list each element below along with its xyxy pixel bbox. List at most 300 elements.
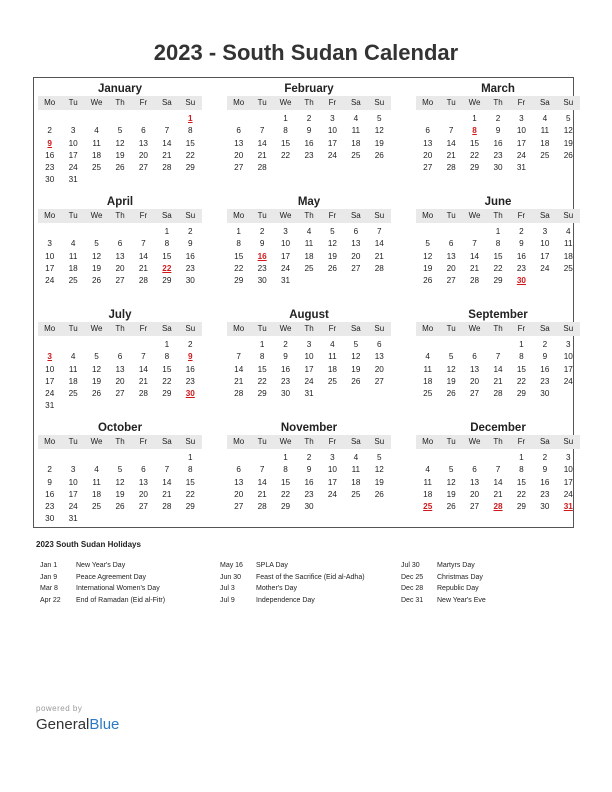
- day-cell: 23: [304, 489, 314, 499]
- weekday-label: Fr: [517, 324, 526, 333]
- weekday-header: [227, 322, 391, 336]
- holiday-item: [220, 595, 365, 607]
- day-cell: 14: [162, 138, 172, 148]
- day-cell: 25: [563, 263, 573, 273]
- day-cell: 1: [236, 227, 241, 236]
- day-cell: 19: [92, 263, 102, 273]
- day-cell: 31: [281, 276, 291, 286]
- day-cell: 27: [234, 163, 244, 173]
- day-cell: 24: [304, 376, 314, 386]
- day-cell: 24: [516, 150, 526, 160]
- empty-cell: [416, 339, 439, 351]
- weekday-label: Mo: [233, 211, 245, 220]
- empty-cell: [38, 339, 61, 351]
- empty-cell: [416, 452, 439, 464]
- weekday-label: Su: [563, 437, 574, 446]
- day-cell: 3: [330, 114, 335, 123]
- day-cell: 7: [377, 227, 382, 236]
- day-cell: 18: [423, 489, 433, 499]
- weekday-label: Th: [304, 98, 314, 107]
- day-cell: 22: [516, 376, 526, 386]
- day-cell: 5: [377, 453, 382, 462]
- day-grid: [38, 113, 202, 187]
- weekday-label: Mo: [233, 437, 245, 446]
- day-cell: 28: [162, 502, 172, 512]
- day-cell: 9: [542, 465, 548, 475]
- weekday-label: We: [279, 324, 292, 333]
- holiday-name: Peace Agreement Day: [76, 573, 147, 581]
- weekday-label: We: [279, 211, 292, 220]
- empty-cell: [486, 339, 509, 351]
- day-cell: 18: [351, 138, 361, 148]
- day-cell: 14: [234, 364, 244, 374]
- day-cell: 24: [540, 263, 550, 273]
- day-cell: 5: [425, 239, 430, 249]
- holiday-day-cell: 16: [257, 251, 267, 261]
- day-cell: 12: [563, 126, 573, 136]
- day-cell: 15: [493, 251, 503, 261]
- empty-cell: [132, 452, 155, 464]
- day-cell: 18: [423, 376, 433, 386]
- day-cell: 1: [519, 340, 524, 349]
- empty-cell: [463, 452, 486, 464]
- day-cell: 10: [516, 126, 526, 136]
- weekday-label: Mo: [44, 98, 56, 107]
- day-cell: 7: [495, 465, 501, 475]
- day-cell: 31: [68, 175, 78, 185]
- weekday-label: Mo: [44, 437, 56, 446]
- day-cell: 3: [330, 453, 335, 462]
- weekday-label: Th: [493, 324, 503, 333]
- holiday-name: Independence Day: [256, 596, 315, 604]
- day-cell: 11: [92, 477, 101, 487]
- day-cell: 4: [94, 465, 99, 475]
- day-cell: 31: [68, 514, 78, 524]
- day-cell: 2: [306, 114, 312, 123]
- day-cell: 2: [188, 227, 193, 236]
- day-cell: 30: [281, 389, 291, 399]
- day-cell: 26: [327, 263, 337, 273]
- day-cell: 9: [495, 126, 501, 136]
- day-cell: 7: [259, 465, 265, 475]
- day-cell: 9: [306, 465, 312, 475]
- weekday-label: Fr: [517, 98, 526, 107]
- day-cell: 6: [353, 227, 359, 236]
- day-cell: 6: [236, 465, 241, 475]
- day-cell: 22: [516, 489, 526, 499]
- day-cell: 26: [115, 163, 125, 173]
- day-cell: 29: [162, 389, 172, 399]
- day-cell: 13: [470, 477, 480, 487]
- empty-cell: [61, 452, 84, 464]
- holiday-name: New Year's Eve: [437, 596, 486, 604]
- weekday-label: Mo: [233, 98, 245, 107]
- holiday-date: Jan 1: [40, 562, 58, 569]
- weekday-label: Mo: [44, 324, 56, 333]
- empty-cell: [155, 113, 178, 125]
- day-cell: 31: [516, 163, 526, 173]
- day-cell: 10: [68, 477, 78, 487]
- holiday-day-cell: 8: [472, 126, 477, 136]
- day-cell: 1: [164, 340, 170, 349]
- holidays-title: 2023 South Sudan Holidays: [36, 540, 141, 549]
- day-cell: 13: [234, 477, 244, 487]
- day-cell: 11: [68, 251, 78, 261]
- day-cell: 9: [283, 352, 288, 362]
- day-cell: 11: [540, 126, 550, 136]
- weekday-label: We: [468, 211, 481, 220]
- brand-general: General: [36, 716, 90, 733]
- day-cell: 12: [351, 352, 361, 362]
- holiday-item: [220, 572, 365, 584]
- weekday-label: Su: [374, 324, 385, 333]
- day-cell: 14: [446, 138, 456, 148]
- day-cell: 3: [306, 340, 312, 349]
- day-cell: 29: [185, 502, 195, 512]
- day-cell: 22: [185, 489, 195, 499]
- day-cell: 18: [68, 376, 78, 386]
- empty-cell: [61, 339, 84, 351]
- day-cell: 7: [448, 126, 454, 136]
- day-cell: 28: [446, 163, 456, 173]
- day-cell: 11: [351, 465, 361, 475]
- day-cell: 23: [185, 376, 195, 386]
- day-cell: 7: [164, 126, 170, 136]
- day-cell: 18: [540, 138, 550, 148]
- weekday-label: We: [468, 98, 481, 107]
- day-cell: 19: [374, 138, 384, 148]
- day-cell: 21: [470, 263, 480, 273]
- day-cell: 30: [185, 276, 195, 286]
- weekday-label: Tu: [257, 437, 267, 446]
- day-cell: 26: [115, 502, 125, 512]
- day-cell: 2: [47, 126, 52, 136]
- day-cell: 6: [448, 239, 454, 249]
- day-cell: 20: [351, 251, 361, 261]
- day-cell: 19: [92, 376, 102, 386]
- weekday-label: Th: [493, 98, 503, 107]
- weekday-label: We: [90, 437, 103, 446]
- holiday-day-cell: 9: [188, 352, 193, 362]
- day-cell: 14: [493, 364, 503, 374]
- month-june: [416, 195, 580, 287]
- weekday-label: Sa: [161, 98, 172, 107]
- day-cell: 4: [425, 352, 430, 362]
- day-grid: [227, 226, 391, 287]
- day-grid: [227, 339, 391, 400]
- empty-cell: [61, 226, 84, 238]
- day-cell: 8: [283, 126, 288, 136]
- day-cell: 19: [115, 489, 125, 499]
- holiday-item: [220, 560, 365, 572]
- day-cell: 3: [283, 227, 288, 236]
- empty-cell: [132, 339, 155, 351]
- empty-cell: [463, 226, 486, 238]
- day-cell: 22: [281, 150, 291, 160]
- day-cell: 25: [92, 502, 102, 512]
- day-cell: 9: [519, 239, 524, 249]
- day-cell: 25: [68, 276, 78, 286]
- weekday-header: [38, 209, 202, 223]
- empty-cell: [416, 113, 439, 125]
- day-cell: 20: [446, 263, 456, 273]
- day-cell: 28: [138, 276, 148, 286]
- month-may: [227, 195, 391, 287]
- empty-cell: [108, 452, 131, 464]
- day-cell: 8: [259, 352, 265, 362]
- empty-cell: [132, 113, 155, 125]
- day-cell: 19: [563, 138, 573, 148]
- weekday-label: Sa: [539, 437, 550, 446]
- day-cell: 6: [425, 126, 430, 136]
- day-cell: 23: [185, 263, 195, 273]
- day-cell: 25: [423, 389, 433, 399]
- weekday-label: Su: [563, 324, 574, 333]
- day-cell: 19: [446, 489, 456, 499]
- day-cell: 20: [234, 489, 244, 499]
- day-cell: 31: [304, 389, 314, 399]
- empty-cell: [486, 452, 509, 464]
- holiday-list-column: [401, 560, 486, 606]
- day-grid: [416, 226, 580, 287]
- empty-cell: [250, 113, 273, 125]
- day-cell: 15: [516, 477, 526, 487]
- day-cell: 20: [423, 150, 433, 160]
- day-cell: 23: [304, 150, 314, 160]
- weekday-label: Th: [115, 437, 125, 446]
- month-august: [227, 308, 391, 400]
- day-cell: 15: [162, 251, 172, 261]
- day-cell: 19: [446, 376, 456, 386]
- holiday-name: New Year's Day: [76, 562, 126, 569]
- weekday-label: Sa: [161, 211, 172, 220]
- day-cell: 8: [188, 126, 193, 136]
- day-cell: 7: [141, 352, 146, 362]
- day-cell: 13: [423, 138, 433, 148]
- holiday-day-cell: 1: [188, 114, 193, 123]
- day-cell: 26: [92, 389, 102, 399]
- day-cell: 14: [162, 477, 172, 487]
- day-cell: 4: [70, 239, 76, 249]
- day-cell: 5: [330, 227, 335, 236]
- day-cell: 19: [423, 263, 433, 273]
- day-cell: 16: [45, 150, 55, 160]
- day-cell: 8: [164, 352, 170, 362]
- holiday-name: Republic Day: [437, 585, 479, 592]
- day-cell: 28: [493, 389, 503, 399]
- weekday-label: Mo: [422, 437, 434, 446]
- weekday-label: Tu: [446, 437, 456, 446]
- weekday-header: [227, 435, 391, 449]
- month-january: [38, 82, 202, 187]
- day-cell: 20: [470, 489, 480, 499]
- weekday-label: Su: [374, 98, 385, 107]
- weekday-label: Th: [304, 324, 314, 333]
- holiday-item: [401, 583, 486, 595]
- day-cell: 1: [495, 227, 501, 236]
- day-cell: 6: [141, 465, 146, 475]
- weekday-label: Sa: [539, 324, 550, 333]
- empty-cell: [439, 452, 462, 464]
- day-cell: 9: [188, 239, 193, 249]
- month-october: [38, 421, 202, 526]
- day-cell: 20: [374, 364, 384, 374]
- day-cell: 17: [68, 150, 78, 160]
- weekday-label: Su: [185, 324, 196, 333]
- day-cell: 18: [92, 489, 102, 499]
- day-cell: 5: [566, 114, 571, 123]
- weekday-label: Su: [374, 211, 385, 220]
- weekday-label: Sa: [350, 98, 361, 107]
- day-cell: 5: [117, 126, 123, 136]
- day-cell: 6: [236, 126, 241, 136]
- day-cell: 2: [542, 453, 548, 462]
- day-cell: 6: [472, 352, 477, 362]
- day-cell: 13: [115, 364, 125, 374]
- weekday-label: Sa: [350, 437, 361, 446]
- weekday-label: Mo: [44, 211, 56, 220]
- day-cell: 6: [117, 352, 123, 362]
- day-cell: 26: [446, 502, 456, 512]
- day-cell: 26: [92, 276, 102, 286]
- day-grid: [416, 339, 580, 400]
- day-cell: 3: [47, 239, 52, 249]
- day-cell: 11: [423, 364, 432, 374]
- day-cell: 9: [542, 352, 548, 362]
- month-name: September: [468, 309, 528, 321]
- day-cell: 24: [563, 489, 573, 499]
- day-cell: 30: [493, 163, 503, 173]
- holiday-day-cell: 28: [493, 502, 503, 512]
- day-cell: 16: [185, 251, 195, 261]
- day-cell: 6: [472, 465, 477, 475]
- day-cell: 2: [188, 340, 193, 349]
- day-cell: 12: [374, 465, 384, 475]
- day-cell: 5: [117, 465, 123, 475]
- day-cell: 23: [540, 376, 550, 386]
- weekday-label: Tu: [446, 211, 456, 220]
- day-cell: 16: [304, 138, 314, 148]
- day-cell: 13: [470, 364, 480, 374]
- day-cell: 6: [141, 126, 146, 136]
- day-cell: 13: [374, 352, 384, 362]
- day-cell: 4: [94, 126, 99, 136]
- day-cell: 15: [257, 364, 267, 374]
- day-cell: 27: [423, 163, 433, 173]
- day-cell: 13: [138, 138, 148, 148]
- weekday-header: [38, 96, 202, 110]
- day-cell: 15: [185, 477, 195, 487]
- day-cell: 4: [353, 453, 359, 462]
- day-cell: 17: [563, 364, 573, 374]
- day-cell: 13: [234, 138, 244, 148]
- day-cell: 21: [138, 263, 148, 273]
- day-cell: 30: [540, 502, 550, 512]
- month-february: [227, 82, 391, 174]
- day-cell: 13: [351, 239, 361, 249]
- day-cell: 28: [234, 389, 244, 399]
- day-cell: 12: [92, 251, 102, 261]
- weekday-label: Mo: [233, 324, 245, 333]
- day-cell: 16: [281, 364, 291, 374]
- day-grid: [416, 452, 580, 513]
- holiday-name: International Women's Day: [76, 585, 160, 592]
- holiday-date: Jul 9: [220, 596, 235, 604]
- day-cell: 14: [138, 251, 148, 261]
- weekday-label: Tu: [68, 437, 78, 446]
- month-november: [227, 421, 391, 513]
- day-cell: 27: [234, 502, 244, 512]
- weekday-label: Sa: [539, 211, 550, 220]
- day-cell: 8: [188, 465, 193, 475]
- weekday-label: Th: [493, 211, 503, 220]
- day-cell: 11: [564, 239, 573, 249]
- weekday-label: Sa: [161, 324, 172, 333]
- day-cell: 8: [495, 239, 501, 249]
- day-cell: 25: [351, 150, 361, 160]
- day-cell: 12: [115, 138, 125, 148]
- day-cell: 9: [306, 126, 312, 136]
- day-cell: 30: [304, 502, 314, 512]
- day-cell: 8: [283, 465, 288, 475]
- day-cell: 26: [446, 389, 456, 399]
- day-cell: 1: [283, 114, 288, 123]
- day-cell: 23: [493, 150, 503, 160]
- day-cell: 29: [257, 389, 267, 399]
- day-cell: 5: [448, 465, 454, 475]
- day-cell: 7: [236, 352, 241, 362]
- day-cell: 2: [542, 340, 548, 349]
- day-cell: 11: [68, 364, 78, 374]
- day-cell: 24: [327, 489, 337, 499]
- day-cell: 25: [68, 389, 78, 399]
- day-cell: 6: [117, 239, 123, 249]
- day-cell: 30: [45, 175, 55, 185]
- day-cell: 17: [516, 138, 526, 148]
- weekday-label: Su: [563, 211, 574, 220]
- day-cell: 16: [516, 251, 526, 261]
- powered-by-text: powered by: [36, 704, 83, 713]
- day-cell: 24: [45, 276, 55, 286]
- day-grid: [38, 452, 202, 526]
- holiday-name: End of Ramadan (Eid al-Fitr): [76, 596, 166, 604]
- weekday-label: Tu: [257, 324, 267, 333]
- day-cell: 28: [162, 163, 172, 173]
- holiday-day-cell: 25: [423, 502, 433, 512]
- weekday-label: Su: [563, 98, 574, 107]
- holiday-item: [220, 583, 365, 595]
- empty-cell: [108, 226, 131, 238]
- holiday-item: [40, 560, 165, 572]
- day-cell: 15: [162, 364, 172, 374]
- day-cell: 24: [327, 150, 337, 160]
- weekday-label: Mo: [422, 98, 434, 107]
- empty-cell: [85, 113, 108, 125]
- day-grid: [227, 113, 391, 174]
- day-cell: 12: [115, 477, 125, 487]
- day-cell: 27: [470, 389, 480, 399]
- holiday-day-cell: 30: [516, 276, 526, 286]
- day-cell: 25: [540, 150, 550, 160]
- day-cell: 10: [304, 352, 314, 362]
- day-cell: 16: [540, 364, 550, 374]
- day-cell: 4: [70, 352, 76, 362]
- day-cell: 28: [138, 389, 148, 399]
- day-cell: 19: [351, 364, 361, 374]
- day-cell: 24: [281, 263, 291, 273]
- brand-logo[interactable]: [36, 716, 119, 733]
- weekday-header: [38, 435, 202, 449]
